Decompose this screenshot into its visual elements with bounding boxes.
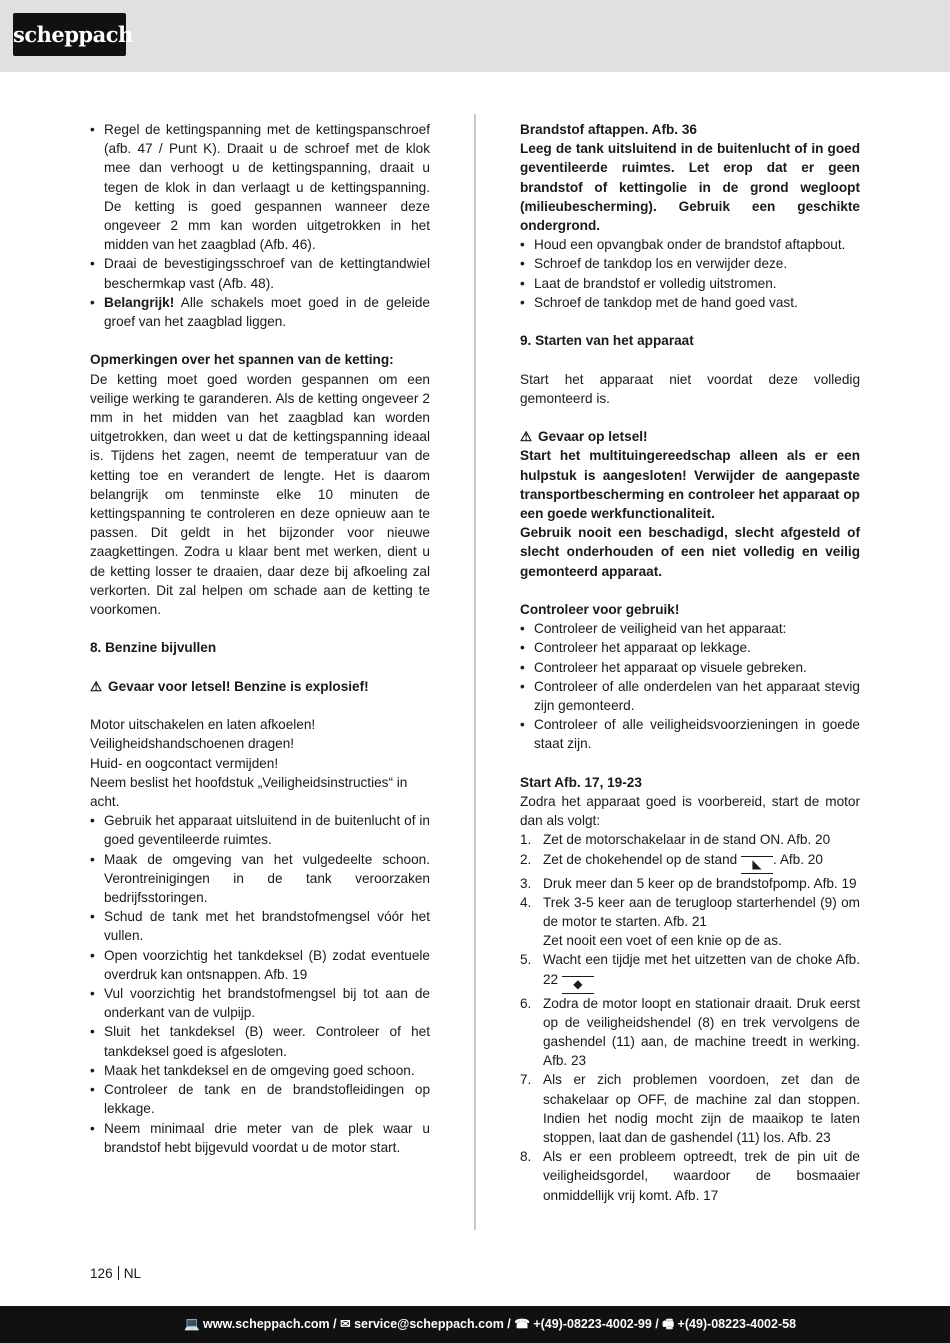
step-number: 8. <box>520 1149 532 1165</box>
header-bar <box>0 0 950 72</box>
column-divider <box>474 114 476 1230</box>
list-item: • Controleer de tank en de brandstofleidingen op lekkage. <box>90 1080 430 1118</box>
warning-9-text: Start het multituingereedschap alleen als er een hulpstuk is aangesloten! Verwijder de aangepaste transportbescherming en controleer het apparaat op een goede werkfunctionaliteit. <box>520 448 860 522</box>
step-number: 6. <box>520 995 532 1011</box>
list-item-text: Alle schakels moet goed in de geleide groef van het zaagblad liggen. <box>104 294 430 330</box>
drain-heading: Brandstof aftappen. Afb. 36 <box>520 122 697 137</box>
left-column <box>90 120 430 1157</box>
footer-separator: / <box>503 1317 515 1331</box>
step-text: Als er een probleem optreedt, trek de pin uit de veiligheidsgordel, waardoor de bosmaaier onmiddellijk vrij komt. Afb. 17 <box>543 1149 860 1203</box>
warning-9-heading <box>520 427 860 446</box>
phone-icon: ☎ <box>514 1317 530 1331</box>
list-item: • Draai de bevestigingsschroef van de kettingtandwiel beschermkap vast (Afb. 48). <box>90 254 430 292</box>
step-text: Zet nooit een voet of een knie op de as. <box>543 933 782 949</box>
instruction-line: Motor uitschakelen en laten afkoelen! <box>90 717 316 733</box>
step-text: . Afb. 20 <box>773 851 823 867</box>
choke-closed-icon: ◣ <box>741 856 773 874</box>
page-separator <box>118 1266 119 1280</box>
footer-phone: +(49)-08223-4002-99 <box>533 1317 652 1331</box>
list-item: • Maak het tankdeksel en de omgeving goed schoon. <box>90 1061 430 1080</box>
step-number: 2. <box>520 851 532 867</box>
email-icon: ✉ <box>340 1317 351 1331</box>
list-item: • Neem minimaal drie meter van de plek waar u brandstof hebt bijgevuld voordat u de motor start. <box>90 1119 430 1157</box>
check-heading: Controleer voor gebruik! <box>520 602 680 618</box>
start-heading: Start Afb. 17, 19-23 <box>520 774 642 790</box>
start-note: Start het apparaat niet voordat deze volledig gemonteerd is. <box>520 371 860 406</box>
instruction-line: Veiligheidshandschoenen dragen! <box>90 736 295 752</box>
drain-warning: Leeg de tank uitsluitend in de buitenlucht of in goed geventileerde ruimtes. Let erop dat er geen brandstof of kettingolie in de grond wegloopt (milieubescherming). Gebruik een geschikte ondergrond. <box>520 141 860 234</box>
step-number: 7. <box>520 1072 532 1088</box>
right-column <box>520 120 860 1205</box>
step-item <box>520 893 860 951</box>
page-number-value: 126 <box>90 1266 113 1281</box>
warning-9-heading-text: Gevaar op letsel! <box>538 429 648 445</box>
instruction-line: Neem beslist het hoofdstuk „Veiligheidsinstructies“ in acht. <box>90 774 408 810</box>
step-text: Trek 3-5 keer aan de terugloop starterhendel (9) om de motor te starten. Afb. 21 <box>543 894 860 930</box>
list-item: • Regel de kettingspanning met de kettingspanschroef (afb. 47 / Punt K). Draait u de schroef met de klok mee dan verhoogt u de kettingspanning, draait u tegen de klok in dan verlaagt u de kettingspanning. De ketting is goed gespannen wanneer deze ongeveer 2 mm kan worden uitgetrokken in het midden van het zaagblad (Afb. 46). <box>90 120 430 254</box>
footer-separator: / <box>329 1317 341 1331</box>
step-text: Zet de motorschakelaar in de stand ON. Afb. 20 <box>543 832 831 848</box>
list-item: • Schroef de tankdop los en verwijder deze. <box>520 254 860 273</box>
step-text: Zodra de motor loopt en stationair draait. Druk eerst op de veiligheidshendel (8) en trek vervolgens de gashendel (11) aan, de machine treedt in werking. Afb. 23 <box>543 995 860 1069</box>
step-number: 5. <box>520 952 532 968</box>
list-item: • Controleer of alle veiligheidsvoorzieningen in goede staat zijn. <box>520 715 860 753</box>
list-item: • Houd een opvangbak onder de brandstof aftapbout. <box>520 235 860 254</box>
list-item: • Controleer de veiligheid van het apparaat: <box>520 619 860 638</box>
warning-8 <box>90 677 430 696</box>
warning-9-text: Gebruik nooit een beschadigd, slecht afgesteld of slecht onderhouden of een niet volledig en veilig gemonteerd apparaat. <box>520 525 860 579</box>
footer-fax: +(49)-08223-4002-58 <box>677 1317 797 1331</box>
list-item: • Gebruik het apparaat uitsluitend in de buitenlucht of in goed geventileerde ruimtes. <box>90 811 430 849</box>
computer-icon: 💻 <box>183 1317 200 1331</box>
list-item: • Controleer het apparaat op lekkage. <box>520 638 860 657</box>
footer-email[interactable]: service@scheppach.com <box>354 1317 504 1331</box>
section-9-heading: 9. Starten van het apparaat <box>520 333 694 349</box>
warning-8-text: Gevaar voor letsel! Benzine is explosief! <box>108 678 369 694</box>
list-item: • Controleer het apparaat op visuele gebreken. <box>520 658 860 677</box>
page-language: NL <box>123 1266 142 1281</box>
brand-logo: scheppach <box>13 13 126 56</box>
step-item <box>520 850 860 874</box>
step-item <box>520 950 860 993</box>
footer-bar <box>0 1306 950 1343</box>
list-item: • Open voorzichtig het tankdeksel (B) zodat eventuele overdruk kan ontsnappen. Afb. 19 <box>90 946 430 984</box>
list-item: • Schroef de tankdop met de hand goed vast. <box>520 293 860 312</box>
important-label: Belangrijk! <box>104 294 175 310</box>
step-item <box>520 994 860 1071</box>
step-text: Zet de chokehendel op de stand <box>543 851 738 867</box>
list-item: • Schud de tank met het brandstofmengsel vóór het vullen. <box>90 907 430 945</box>
list-item: • Controleer of alle onderdelen van het apparaat stevig zijn gemonteerd. <box>520 677 860 715</box>
step-number: 4. <box>520 894 532 910</box>
step-item <box>520 874 860 893</box>
footer-separator: / <box>651 1317 663 1331</box>
list-item: • Maak de omgeving van het vulgedeelte schoon. Verontreinigingen in de tank veroorzaken bedrijfsstoringen. <box>90 850 430 908</box>
fax-icon: 🖷 <box>662 1317 675 1331</box>
list-item: • Vul voorzichtig het brandstofmengsel bij tot aan de onderkant van de vulpijp. <box>90 984 430 1022</box>
step-number: 3. <box>520 875 532 891</box>
choke-open-icon: ◆ <box>562 976 594 994</box>
list-item <box>90 293 430 331</box>
list-item: • Laat de brandstof er volledig uitstromen. <box>520 274 860 293</box>
warning-icon: ⚠ <box>520 429 533 445</box>
step-text: Druk meer dan 5 keer op de brandstofpomp. Afb. 19 <box>543 875 857 891</box>
page-number <box>90 1264 141 1283</box>
footer-website[interactable]: www.scheppach.com <box>203 1317 330 1331</box>
step-item <box>520 830 860 849</box>
step-item <box>520 1070 860 1147</box>
step-text: Als er zich problemen voordoen, zet dan de schakelaar op OFF, de machine zal dan stoppen. Indien het nodig mocht zijn de maaikop te laten stoppen, laat dan de gashendel (11) los. Afb. 23 <box>543 1072 860 1146</box>
remarks-heading: Opmerkingen over het spannen van de ketting: <box>90 352 394 368</box>
remarks-text: De ketting moet goed worden gespannen om een veilige werking te garanderen. Als de ketting ongeveer 2 mm in het midden van het zaagblad kan worden uitgetrokken, dan weet u dat de kettingspanning ideaal is. Tijdens het zagen, neemt de temperatuur van de ketting toe en verandert de lengte. Het is daarom belangrijk om tenminste elke 10 minuten de kettingspanning te controleren en deze opnieuw aan te passen. Dit geldt in het bijzonder voor nieuwe zaagkettingen. Zodra u klaar bent met werken, dient u de ketting losser te draaien, daar deze bij afkoeling zal verkorten. Dit zal helpen om schade aan de ketting te voorkomen. <box>90 371 430 618</box>
step-item <box>520 1147 860 1205</box>
start-intro: Zodra het apparaat goed is voorbereid, start de motor dan als volgt: <box>520 794 860 829</box>
section-8-heading: 8. Benzine bijvullen <box>90 640 217 656</box>
step-number: 1. <box>520 832 532 848</box>
list-item: • Sluit het tankdeksel (B) weer. Controleer of het tankdeksel goed is afgesloten. <box>90 1022 430 1060</box>
instruction-line: Huid- en oogcontact vermijden! <box>90 755 279 771</box>
step-text: Wacht een tijdje met het uitzetten van de choke Afb. 22 <box>543 952 860 987</box>
warning-icon: ⚠ <box>90 678 103 694</box>
